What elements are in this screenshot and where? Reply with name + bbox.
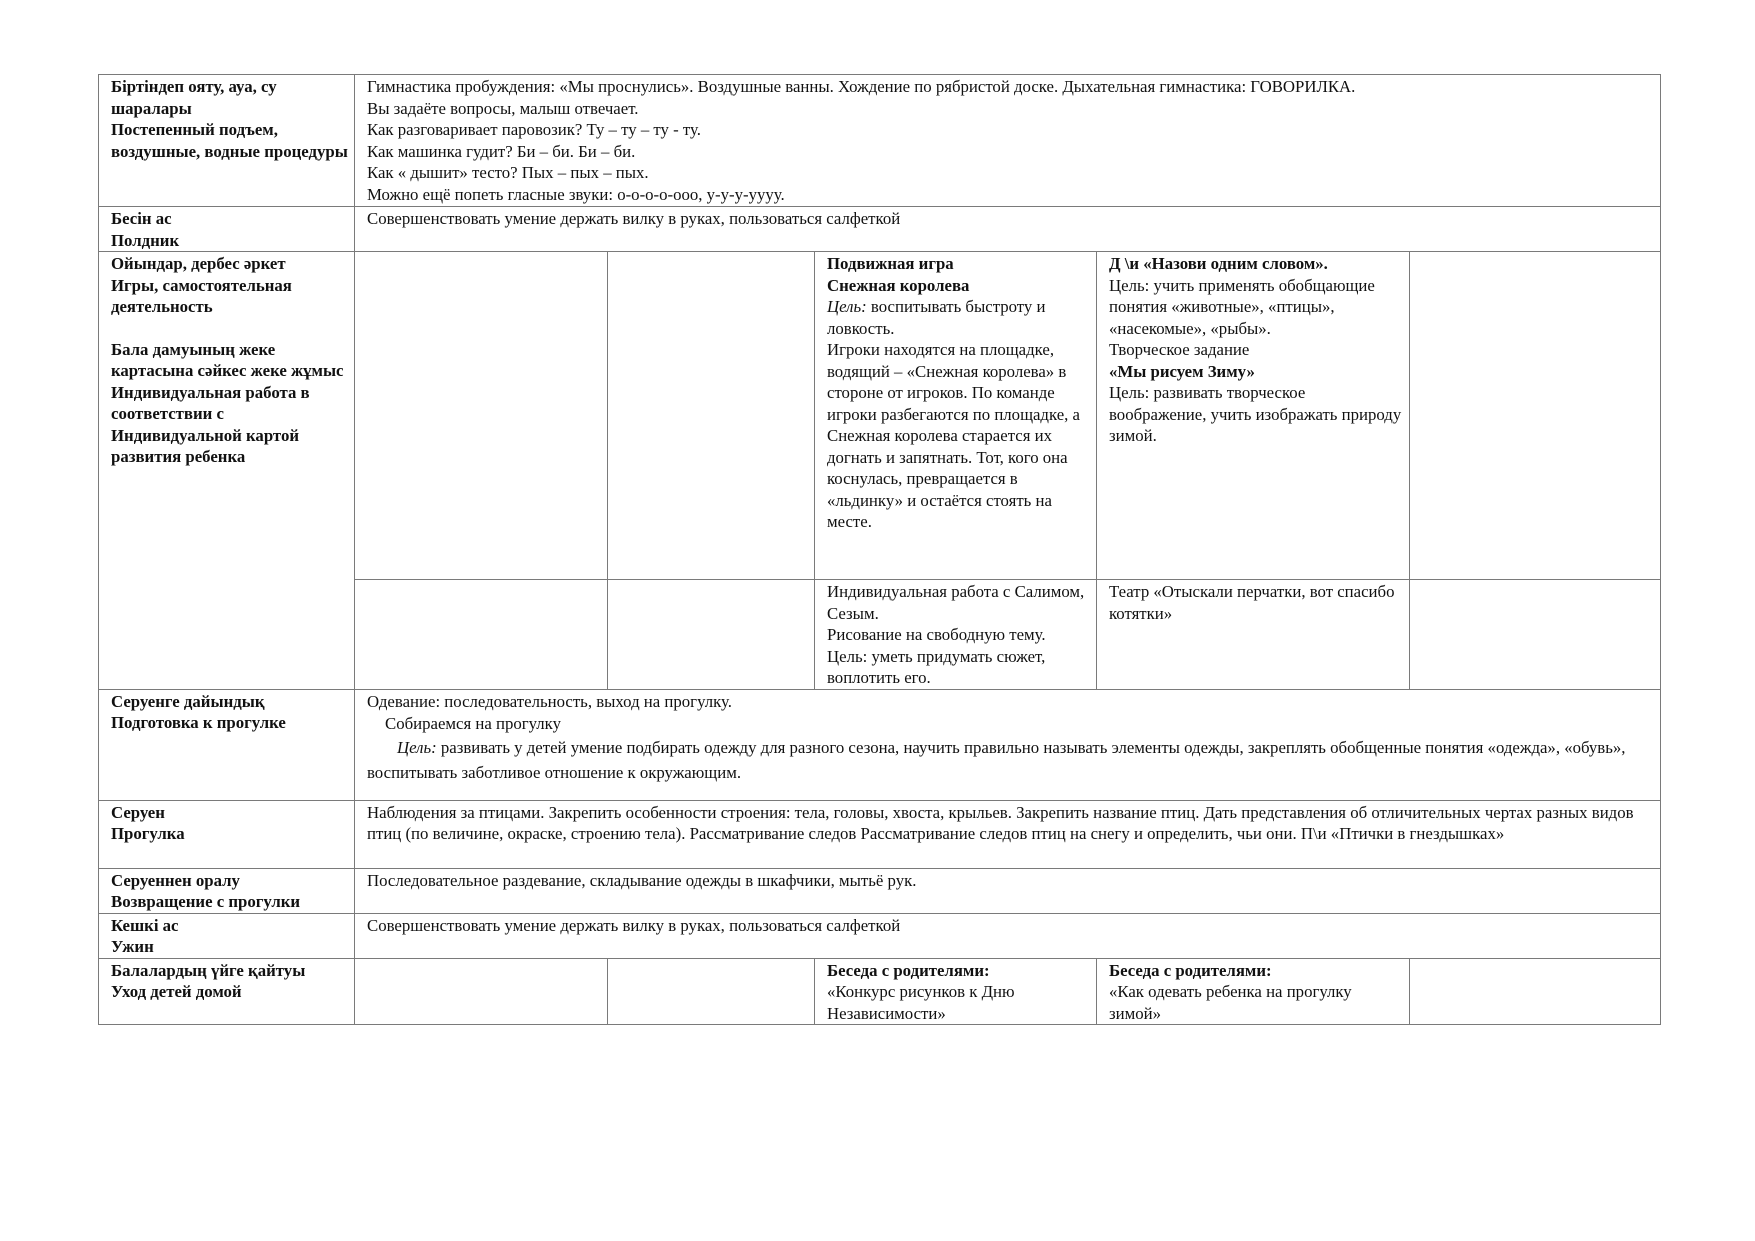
walk-prep-goal-label: Цель: — [397, 737, 437, 757]
return-label-kz: Серуеннен оралу — [111, 870, 240, 890]
dinner-content: Совершенствовать умение держать вилку в руках, пользоваться салфеткой — [367, 915, 901, 935]
awakening-line-2: Вы задаёте вопросы, малыш отвечает. — [367, 98, 639, 118]
going-home-col2-cell — [608, 958, 815, 1025]
row-walk — [99, 800, 1661, 868]
parents-talk-title-2: Беседа с родителями: — [1109, 960, 1272, 980]
snow-queen-goal — [827, 296, 1090, 339]
snow-queen-goal-text: воспитывать быстроту и ловкость. — [827, 297, 1046, 338]
individual-col5-cell — [1410, 580, 1661, 690]
awakening-content-cell — [355, 75, 1661, 207]
games-col3-cell — [815, 252, 1097, 580]
walk-prep-content-cell — [355, 689, 1661, 800]
awakening-label-kz: Біртіндеп ояту, ауа, су шаралары — [111, 77, 277, 118]
walk-prep-label-ru: Подготовка к прогулке — [111, 713, 286, 732]
creative-task-title: «Мы рисуем Зиму» — [1109, 361, 1255, 381]
going-home-label-ru: Уход детей домой — [111, 982, 242, 1001]
parents-talk-title-1: Беседа с родителями: — [827, 960, 990, 980]
awakening-label-ru: Постепенный подъем, воздушные, водные процедуры — [111, 120, 348, 161]
return-content-cell — [355, 868, 1661, 913]
individual-col4-cell — [1097, 580, 1410, 690]
going-home-col4-cell — [1097, 958, 1410, 1025]
walk-prep-goal — [367, 735, 1654, 785]
creative-task-label: Творческое задание — [1109, 340, 1250, 359]
individual-work-goal: Цель: уметь придумать сюжет, воплотить его. — [827, 646, 1046, 687]
going-home-col1-cell — [355, 958, 608, 1025]
parents-talk-text-1: «Конкурс рисунков к Дню Независимости» — [827, 982, 1015, 1023]
dinner-label-cell — [99, 913, 355, 958]
games-col5-cell — [1410, 252, 1661, 580]
dinner-content-cell — [355, 913, 1661, 958]
creative-task-goal: Цель: развивать творческое воображение, учить изображать природу зимой. — [1109, 383, 1402, 445]
awakening-line-6: Можно ещё попеть гласные звуки: о-о-о-о-ооо, у-у-у-уууу. — [367, 184, 785, 204]
didactic-game-title: Д \и «Назови одним словом». — [1109, 254, 1328, 273]
snack-label-kz: Бесін ас — [111, 209, 172, 228]
games-col1-cell — [355, 252, 608, 580]
walk-content-cell — [355, 800, 1661, 868]
row-return — [99, 868, 1661, 913]
games-label-ru: Игры, самостоятельная деятельность — [111, 275, 292, 316]
return-label-cell — [99, 868, 355, 913]
snack-label-cell — [99, 207, 355, 252]
individual-col2-cell — [608, 580, 815, 690]
row-awakening — [99, 75, 1661, 207]
snack-content: Совершенствовать умение держать вилку в руках, пользоваться салфеткой — [367, 209, 901, 228]
going-home-label-cell — [99, 958, 355, 1025]
walk-prep-label-kz: Серуенге дайындық — [111, 691, 265, 711]
games-label2-kz: Бала дамуының жеке картасына сәйкес жеке жұмыс — [111, 339, 344, 380]
individual-col3-cell — [815, 580, 1097, 690]
theatre-activity: Театр «Отыскали перчатки, вот спасибо котятки» — [1109, 582, 1395, 623]
outdoor-game-title: Подвижная игра — [827, 254, 954, 273]
awakening-line-4: Как машинка гудит? Би – би. Би – би. — [367, 141, 636, 161]
games-label2-ru: Индивидуальная работа в соответствии с Индивидуальной картой развития ребенка — [111, 382, 310, 466]
awakening-line-1: Гимнастика пробуждения: «Мы проснулись». Воздушные ванны. Хождение по рябристой доске. Дыхательная гимнастика: ГОВОРИЛКА. — [367, 77, 1356, 96]
awakening-label-cell — [99, 75, 355, 207]
individual-work-drawing: Рисование на свободную тему. — [827, 625, 1046, 644]
individual-work-names: Индивидуальная работа с Салимом, Сезым. — [827, 582, 1085, 623]
return-label-ru: Возвращение с прогулки — [111, 892, 301, 911]
individual-col1-cell — [355, 580, 608, 690]
row-going-home — [99, 958, 1661, 1025]
snow-queen-rules: Игроки находятся на площадке, водящий – «Снежная королева» в стороне от игроков. По команде игроки разбегаются по площадке, а Снежная королева старается их догнать и запятнать. Тот, кого она коснулась, превращается в «льдинку» и остаётся стоять на месте. — [827, 340, 1080, 531]
parents-talk-text-2: «Как одевать ребенка на прогулку зимой» — [1109, 982, 1352, 1023]
dinner-label-ru: Ужин — [111, 937, 154, 956]
games-label-cell — [99, 252, 355, 690]
snack-content-cell — [355, 207, 1661, 252]
games-label-spacer — [111, 318, 348, 339]
snack-label-ru: Полдник — [111, 230, 180, 250]
row-walk-prep — [99, 689, 1661, 800]
games-col2-cell — [608, 252, 815, 580]
going-home-label-kz: Балалардың үйге қайтуы — [111, 960, 306, 980]
going-home-col5-cell — [1410, 958, 1661, 1025]
return-content: Последовательное раздевание, складывание одежды в шкафчики, мытьё рук. — [367, 870, 917, 890]
snow-queen-goal-label: Цель: — [827, 297, 867, 316]
games-col4-cell — [1097, 252, 1410, 580]
walk-content: Наблюдения за птицами. Закрепить особенности строения: тела, головы, хвоста, крыльев. Закрепить название птиц. Дать представления об отличительных чертах разных видов птиц (по величине, окраске, строению тела). Рассматривание следов Рассматривание следов птиц на снегу и определить, чьи они. П\и «Птички в гнездышках» — [367, 802, 1634, 843]
awakening-line-5: Как « дышит» тесто? Пых – пых – пых. — [367, 163, 649, 182]
walk-label-ru: Прогулка — [111, 824, 185, 843]
daily-schedule-table — [98, 74, 1661, 1025]
snow-queen-title: Снежная королева — [827, 275, 970, 295]
walk-prep-line-1: Одевание: последовательность, выход на прогулку. — [367, 691, 732, 711]
walk-label-kz: Серуен — [111, 802, 165, 822]
dinner-label-kz: Кешкі ас — [111, 915, 179, 935]
walk-label-cell — [99, 800, 355, 868]
going-home-col3-cell — [815, 958, 1097, 1025]
row-dinner — [99, 913, 1661, 958]
awakening-line-3: Как разговаривает паровозик? Ту – ту – ту - ту. — [367, 120, 701, 139]
games-label-kz: Ойындар, дербес әркет — [111, 254, 286, 273]
didactic-game-goal: Цель: учить применять обобщающие понятия «животные», «птицы», «насекомые», «рыбы». — [1109, 275, 1375, 338]
walk-prep-line-2: Собираемся на прогулку — [385, 713, 561, 733]
walk-prep-label-cell — [99, 689, 355, 800]
row-games — [99, 252, 1661, 580]
walk-prep-goal-text: развивать у детей умение подбирать одежду для разного сезона, научить правильно называть элементы одежды, закреплять обобщенные понятия «одежда», «обувь», воспитывать заботливое отношение к окружающим. — [367, 737, 1626, 782]
row-snack — [99, 207, 1661, 252]
